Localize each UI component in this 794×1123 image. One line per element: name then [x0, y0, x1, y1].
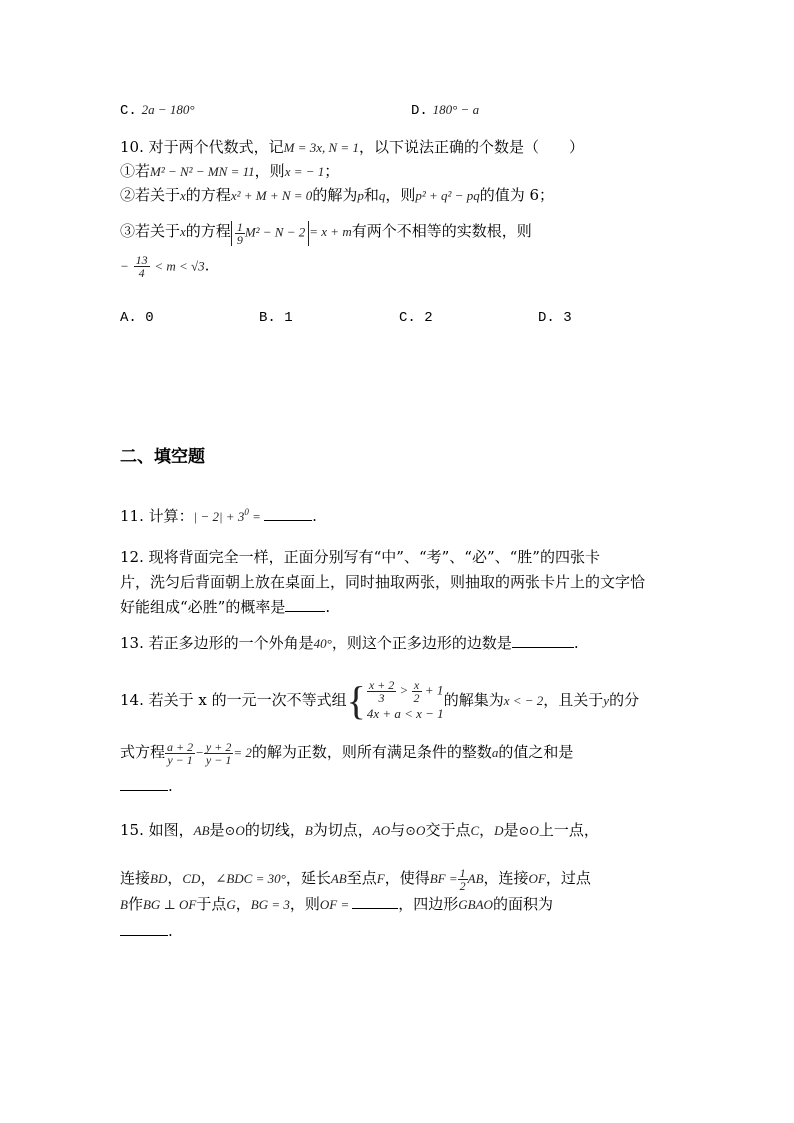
- q15-circle-o-2: ⊙O: [405, 823, 426, 838]
- q15-l3-p4: ，则: [289, 895, 320, 913]
- q15-p1: 15. 如图，: [120, 821, 194, 839]
- q10-s2-mid: 的方程: [185, 186, 231, 204]
- q14-inequality-system: [347, 679, 444, 724]
- q15-l3-p6: 的面积为: [492, 895, 553, 913]
- q15-angle: ∠BDC = 30°: [215, 871, 286, 886]
- q14-eq-frac1: [165, 741, 195, 766]
- q15-bg: BG = 3: [250, 897, 290, 912]
- q14-eq-rhs: = 2: [233, 745, 252, 760]
- q10-statement-3: [120, 220, 532, 246]
- q14-brace: {: [346, 678, 366, 723]
- q15-l3-p2: 于点: [196, 895, 227, 913]
- q15-p8: 是: [503, 821, 519, 839]
- q15-bd: BD: [150, 871, 168, 886]
- q14-line-2: [120, 732, 573, 772]
- q15-circle-o-3: ⊙O: [518, 823, 539, 838]
- q14-mid2: ，且关于: [543, 691, 604, 709]
- q11-eq: =: [248, 509, 265, 524]
- q13-suffix: ，则这个正多边形的边数是: [331, 634, 512, 652]
- q10-statement-2: [120, 184, 554, 207]
- q14-ineq-1: [367, 679, 444, 704]
- q10-option-d: [538, 307, 572, 329]
- q13-answer-blank[interactable]: [512, 633, 574, 648]
- q14-yvar: y: [603, 693, 610, 708]
- q15-p7: ，: [479, 821, 495, 839]
- q15-l2-p3: ，: [200, 869, 216, 887]
- q14-ineq1-gt: >: [399, 681, 409, 697]
- q10-option-b-value: 1: [284, 310, 293, 326]
- q10-s2-mid2: 的解为: [312, 186, 358, 204]
- q9-option-d-label: D.: [411, 103, 428, 119]
- q14-suffix: 的分: [609, 691, 640, 709]
- q10-stem-prefix: 10. 对于两个代数式，记: [120, 138, 284, 156]
- q15-circle-o-1: ⊙O: [224, 823, 245, 838]
- q10-stem-expr: M = 3x, N = 1: [283, 140, 359, 155]
- q14-system-rows: [367, 679, 444, 724]
- q10-s3-period: .: [204, 256, 210, 275]
- q15-p6: 交于点: [425, 821, 471, 839]
- q14-line-3: [120, 775, 173, 797]
- q15-half-frac: [458, 867, 468, 892]
- q12-line-1: 12. 现将背面完全一样，正面分别写有“中”、“考”、“必”、“胜”的四张卡: [120, 548, 600, 566]
- q15-l3-p3: ，: [235, 895, 251, 913]
- q14-eq-minus: −: [195, 745, 204, 760]
- q10-option-b: [259, 307, 293, 329]
- q10-s2-var: x: [180, 188, 186, 203]
- q10-s2-end: 的值为 6；: [479, 186, 555, 204]
- q15-line-3: [120, 893, 553, 916]
- q14-eq-frac2-den: y − 1: [205, 752, 232, 767]
- q10-option-c: [399, 307, 433, 329]
- q14-eq-frac1-den: y − 1: [167, 752, 193, 767]
- q15-ab2: AB: [330, 871, 347, 886]
- q15-g: G: [226, 897, 236, 912]
- q15-l2-p1: 连接: [120, 869, 151, 887]
- q10-s3-abs-rest: M² − N − 2: [244, 224, 306, 239]
- q10-s1-mid: ，则: [254, 162, 285, 180]
- q14-ineq1-num: x + 2: [368, 677, 395, 692]
- q9-option-c-expr: 2a − 180°: [141, 102, 195, 117]
- q15-line-1: [120, 819, 599, 842]
- q14-line2-suffix: 的解为正数，则所有满足条件的整数: [251, 743, 492, 761]
- q12-line3-prefix: 好能组成“必胜”的概率是: [120, 598, 286, 616]
- q15-perp: BG ⊥ OF: [142, 897, 197, 912]
- q10-statement-1: [120, 160, 339, 183]
- q14-line2-end: 的值之和是: [498, 743, 574, 761]
- q15-l2-p6: ，使得: [384, 869, 430, 887]
- q10-s3-cond-rest: < m < √3: [154, 258, 205, 274]
- q10-s3-frac-den: 9: [236, 232, 243, 247]
- q10-stem: [120, 136, 584, 159]
- q13-angle: 40°: [313, 636, 332, 651]
- q12-line-2: 片，洗匀后背面朝上放在桌面上，同时抽取两张，则抽取的两张卡片上的文字恰: [120, 573, 646, 591]
- q14-ineq-2: 4x + a < x − 1: [366, 705, 444, 721]
- q9-option-c-label: C.: [120, 103, 137, 119]
- q14-prefix: 14. 若关于 x 的一元一次不等式组: [120, 691, 347, 709]
- q10-option-c-label: C.: [399, 310, 416, 326]
- q15-p2: 是: [209, 821, 225, 839]
- q10-s1-end: ；: [324, 162, 340, 180]
- q15-frac-den: 2: [459, 878, 466, 893]
- q10-s3-mid: 的方程: [185, 222, 231, 240]
- q10-s1-prefix: ①若: [120, 162, 151, 180]
- q10-option-a-value: 0: [145, 310, 154, 326]
- q10-s1-expr: M² − N² − MN = 11: [150, 164, 255, 179]
- q14-eq-frac2-num: y + 2: [205, 739, 232, 754]
- q15-cd: CD: [182, 871, 201, 886]
- q10-s3-rhs: = x + m: [309, 224, 352, 239]
- q10-s3-abs: [231, 221, 309, 246]
- q15-c: C: [470, 823, 480, 838]
- q11-exponent: 0: [244, 507, 249, 517]
- q15-p9: 上一点，: [538, 821, 599, 839]
- q13-end: .: [573, 634, 579, 652]
- q15-l2-p4: ，延长: [285, 869, 331, 887]
- q11: [120, 501, 317, 528]
- q10-option-b-label: B.: [259, 310, 276, 326]
- q10-s2-q: q: [378, 188, 386, 203]
- q14-ineq1-frac2: [412, 679, 422, 704]
- q10-s3-frac: [235, 221, 245, 246]
- q10-s3-prefix: ③若关于: [120, 222, 181, 240]
- q15-l3-b: B: [120, 897, 128, 912]
- q9-option-d: [411, 98, 479, 122]
- q11-end: .: [312, 507, 317, 525]
- q15-l2-p8: ，过点: [545, 869, 591, 887]
- q10-s2-and: 和: [363, 186, 379, 204]
- q10-s3-cond-num: 13: [135, 253, 148, 267]
- q14-ineq1-frac: [367, 679, 396, 704]
- q15-l2-p5: 至点: [346, 869, 377, 887]
- q14-solution-set: x < − 2: [503, 693, 544, 708]
- q11-prefix: 11. 计算：: [120, 507, 194, 525]
- q14-ineq1-frac2-den: 2: [413, 690, 420, 705]
- q15-l2-p2: ，: [167, 869, 183, 887]
- q10-s3-end: 有两个不相等的实数根，则: [351, 222, 532, 240]
- q14-avar: a: [491, 745, 499, 760]
- q10-s3-frac-num: 1: [236, 219, 243, 234]
- q15-ab3: AB: [467, 871, 484, 886]
- q15-frac-num: 1: [459, 865, 466, 880]
- q14-answer-blank[interactable]: [120, 776, 168, 791]
- q15-line-2: [120, 860, 591, 896]
- q14-ineq1-den: 3: [378, 690, 385, 705]
- q10-s1-expr2: x = − 1: [284, 164, 325, 179]
- q15-p4: 为切点，: [312, 821, 373, 839]
- q10-option-a: [120, 307, 154, 329]
- q10-s3-cond-frac: [134, 254, 150, 279]
- q15-gbao: GBAO: [458, 897, 493, 912]
- q15-line-4: [120, 920, 173, 942]
- q12-line-3: [120, 596, 330, 618]
- q10-stem-suffix: ，以下说法正确的个数是（ ）: [358, 138, 584, 156]
- q11-expr: | − 2| + 3: [193, 509, 245, 524]
- q15-end: .: [168, 922, 173, 940]
- q15-of-eq: OF =: [319, 897, 350, 912]
- q10-statement-3-cond: [120, 254, 209, 279]
- q10-option-a-label: A.: [120, 310, 137, 326]
- q14-ineq1-frac2-num: x: [412, 679, 422, 692]
- q10-option-d-value: 3: [563, 310, 572, 326]
- q14-eq-frac2: [204, 741, 233, 766]
- q14-line-1: [120, 676, 639, 724]
- q15-l3-p1: 作: [127, 895, 143, 913]
- q10-s2-prefix: ②若关于: [120, 186, 181, 204]
- q10-s3-cond-minus: −: [120, 258, 129, 274]
- q10-s2-expr2: p² + q² − pq: [415, 188, 480, 203]
- q15-p5: 与: [390, 821, 406, 839]
- q14-ineq1-rest: + 1: [424, 681, 444, 697]
- q15-ab: AB: [193, 823, 210, 838]
- q10-option-d-label: D.: [538, 310, 555, 326]
- q15-f: F: [376, 871, 385, 886]
- q15-d: D: [494, 823, 504, 838]
- q15-bf: BF =: [429, 871, 458, 886]
- q14-end: .: [168, 777, 173, 795]
- q10-s2-expr: x² + M + N = 0: [230, 188, 313, 203]
- q15-answer-blank-2[interactable]: [120, 921, 168, 936]
- q10-option-c-value: 2: [424, 310, 433, 326]
- q14-eq-frac1-num: a + 2: [167, 739, 194, 754]
- q15-ao: AO: [372, 823, 391, 838]
- q12-answer-blank[interactable]: [285, 597, 325, 612]
- q15-l3-p5: ，四边形: [398, 895, 459, 913]
- q10-s3-cond-den: 4: [138, 266, 145, 280]
- q10-s2-p: p: [357, 188, 364, 203]
- q13: [120, 632, 579, 655]
- q13-prefix: 13. 若正多边形的一个外角是: [120, 634, 314, 652]
- q15-b: B: [304, 823, 313, 838]
- q11-answer-blank[interactable]: [264, 506, 312, 521]
- q10-s2-mid3: ，则: [385, 186, 416, 204]
- q12-end: .: [325, 598, 331, 616]
- q15-l2-p7: ，连接: [483, 869, 529, 887]
- q14-line2-prefix: 式方程: [120, 743, 166, 761]
- q14-mid: 的解集为: [443, 691, 504, 709]
- q15-p3: 的切线，: [244, 821, 305, 839]
- q15-answer-blank-1[interactable]: [352, 894, 398, 909]
- q15-of: OF: [528, 871, 546, 886]
- q9-options-row: [120, 98, 195, 122]
- q10-s3-var: x: [180, 224, 186, 239]
- q9-option-d-expr: 180° − a: [432, 102, 480, 117]
- section-heading: 二、填空题: [120, 447, 205, 467]
